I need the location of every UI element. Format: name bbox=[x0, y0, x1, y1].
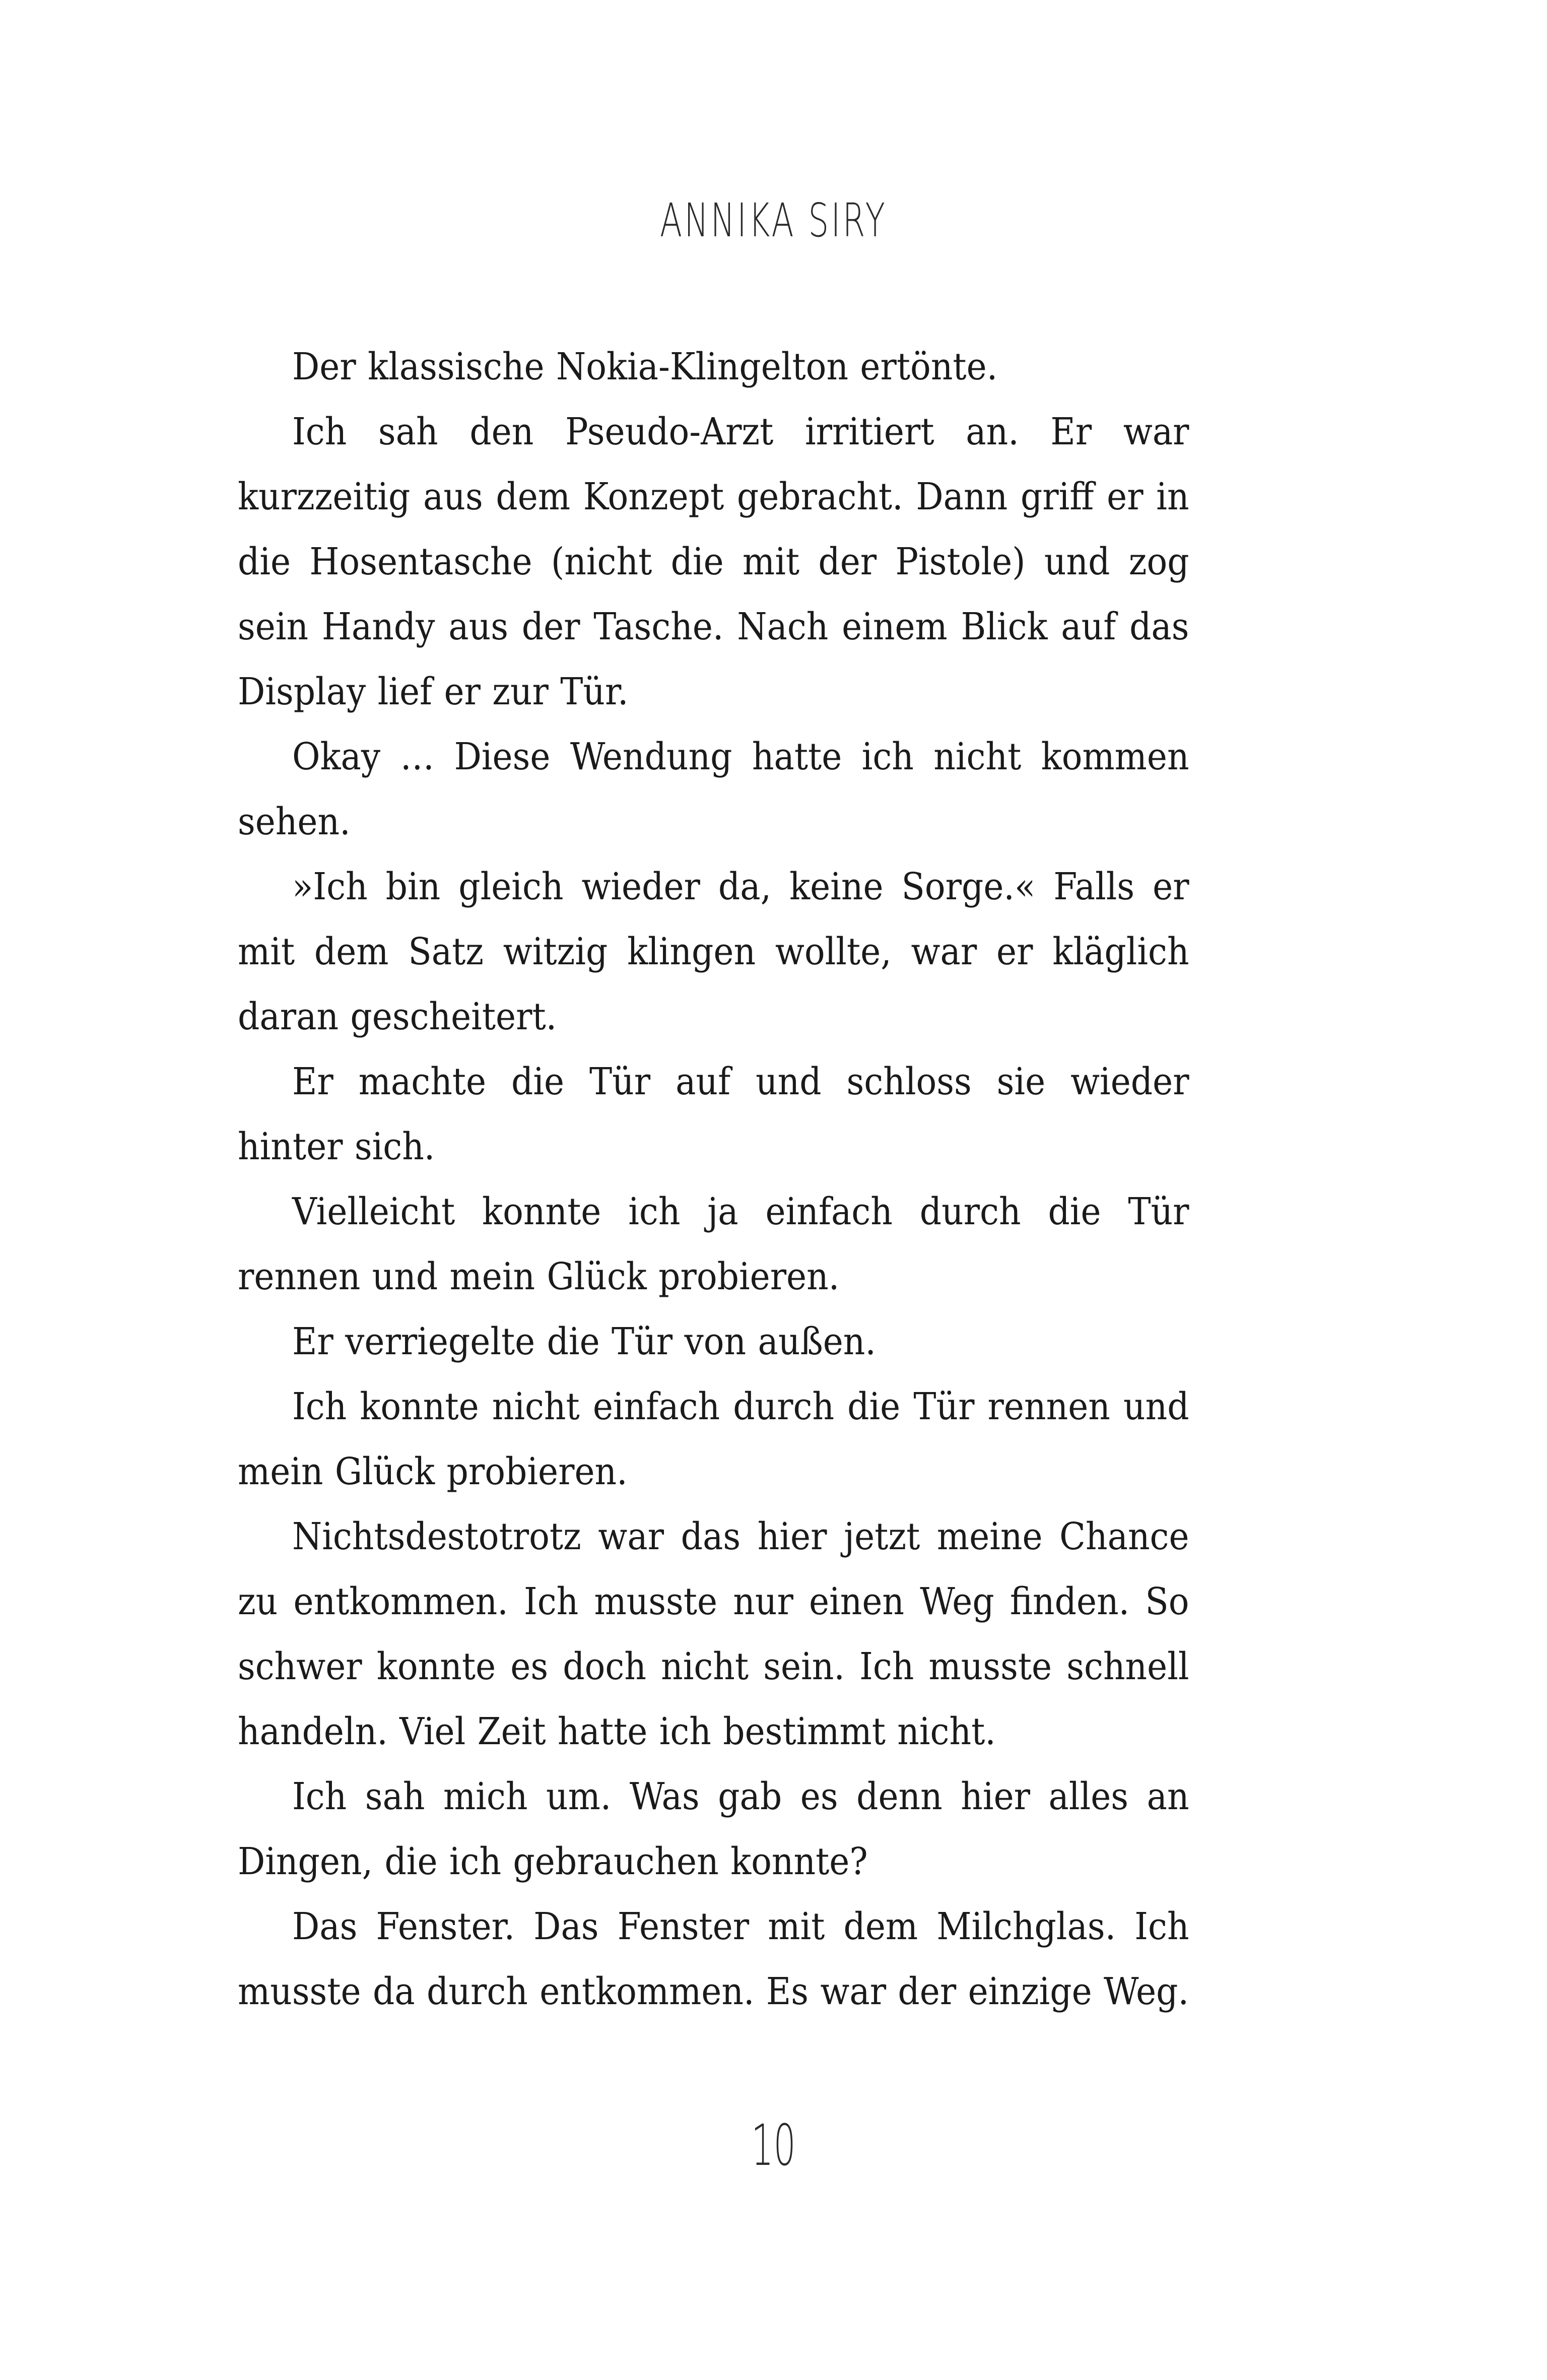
paragraph: Er verriegelte die Tür von außen. bbox=[292, 1320, 876, 1363]
paragraph: Nichtsdestotrotz war das hier jetzt meine Chance zu entkommen. Ich musste nur einen Weg finden. So schwer konnte es doch nicht sein. Ich musste schnell handeln. Viel Zeit hatte ich bestimmt nicht. bbox=[238, 1515, 1189, 1753]
paragraph: Okay … Diese Wendung hatte ich nicht kommen sehen. bbox=[238, 735, 1189, 843]
paragraph: Ich konnte nicht einfach durch die Tür rennen und mein Glück probieren. bbox=[238, 1385, 1189, 1493]
paragraph: Vielleicht konnte ich ja einfach durch die Tür rennen und mein Glück probieren. bbox=[238, 1190, 1189, 1298]
paragraph: Er machte die Tür auf und schloss sie wieder hinter sich. bbox=[238, 1060, 1189, 1168]
paragraph: Ich sah den Pseudo-Arzt irritiert an. Er war kurzzeitig aus dem Konzept gebracht. Dann griff er in die Hosentasche (nicht die mit der Pistole) und zog sein Handy aus der Tasche. Nach einem Blick auf das Display lief er zur Tür. bbox=[238, 410, 1189, 713]
page-number: 10 bbox=[751, 2113, 796, 2178]
body-text bbox=[238, 335, 1189, 2024]
paragraph: Ich sah mich um. Was gab es denn hier alles an Dingen, die ich gebrauchen konnte? bbox=[238, 1775, 1189, 1883]
paragraph: Das Fenster. Das Fenster mit dem Milchglas. Ich musste da durch entkommen. Es war der einzige Weg. bbox=[238, 1905, 1189, 2013]
paragraph: »Ich bin gleich wieder da, keine Sorge.« Falls er mit dem Satz witzig klingen wollte, war er kläglich daran gescheitert. bbox=[238, 865, 1189, 1038]
paragraph: Der klassische Nokia-Klingelton ertönte. bbox=[292, 345, 998, 388]
running-header-author: ANNIKA SIRY bbox=[659, 193, 888, 247]
